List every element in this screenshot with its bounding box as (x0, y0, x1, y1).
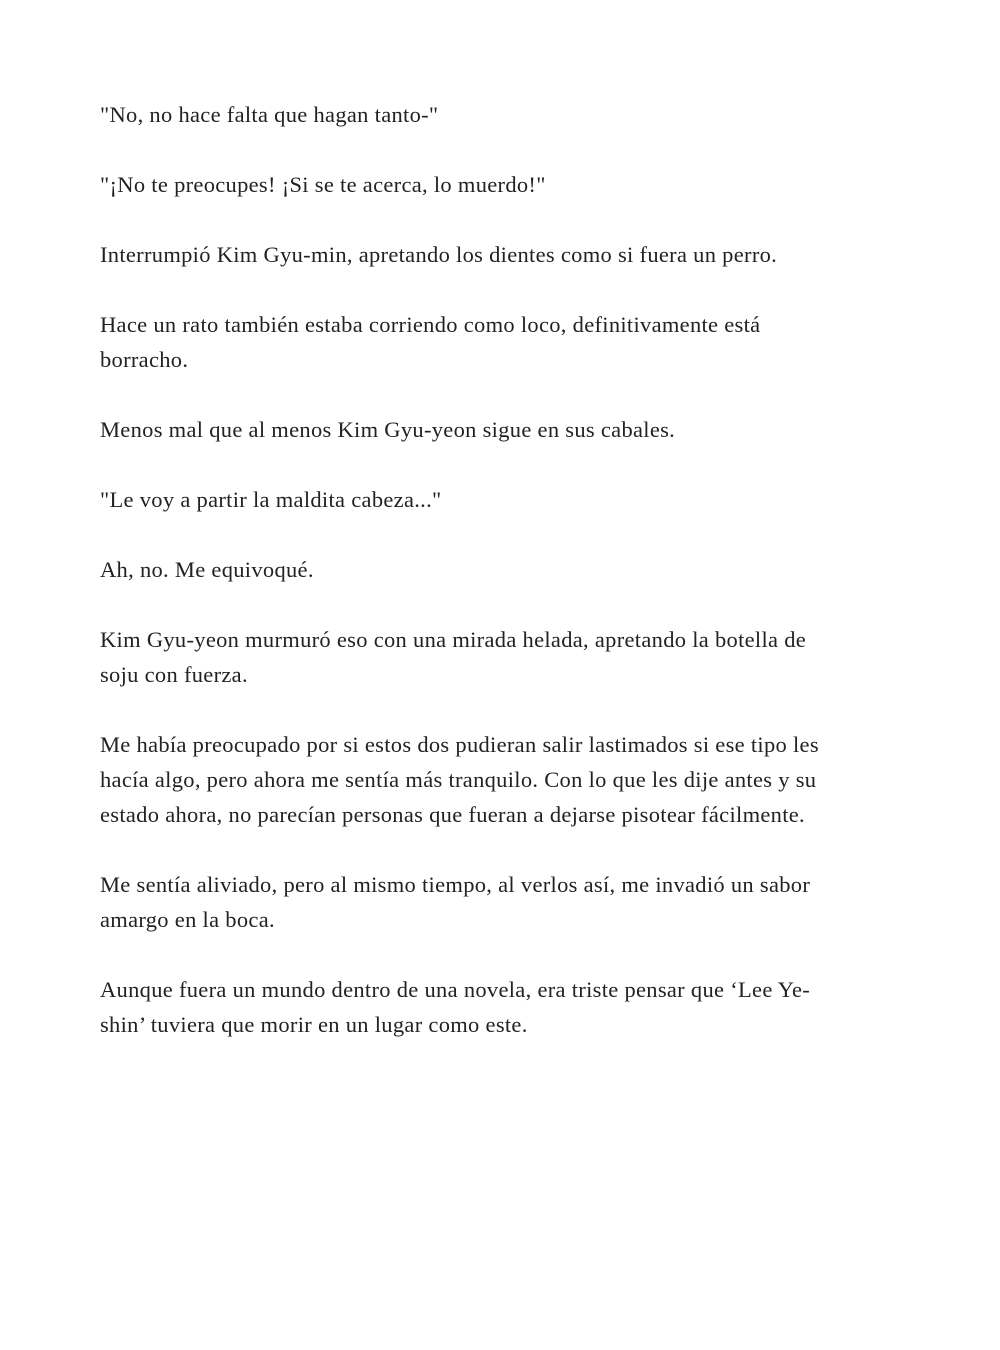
paragraph-line: soju con fuerza. (100, 662, 248, 687)
paragraph-line: estado ahora, no parecían personas que fueran a dejarse pisotear fácilmente. (100, 802, 805, 827)
paragraph-line: amargo en la boca. (100, 907, 275, 932)
paragraph-line: Interrumpió Kim Gyu-min, apretando los dientes como si fuera un perro. (100, 242, 778, 267)
paragraph-line: Aunque fuera un mundo dentro de una novela, era triste pensar que ‘Lee Ye- (100, 977, 811, 1002)
paragraph (100, 482, 1000, 517)
paragraph (100, 867, 1000, 937)
paragraph-line: "Le voy a partir la maldita cabeza..." (100, 487, 442, 512)
paragraph-line: borracho. (100, 347, 189, 372)
paragraph (100, 622, 1000, 692)
paragraph (100, 412, 1000, 447)
paragraph-line: Me había preocupado por si estos dos pudieran salir lastimados si ese tipo les (100, 732, 819, 757)
paragraph (100, 167, 1000, 202)
paragraph-line: Me sentía aliviado, pero al mismo tiempo, al verlos así, me invadió un sabor (100, 872, 811, 897)
paragraph-line: shin’ tuviera que morir en un lugar como este. (100, 1012, 528, 1037)
paragraph (100, 307, 1000, 377)
paragraph (100, 727, 1000, 832)
paragraph (100, 552, 1000, 587)
paragraph-line: Hace un rato también estaba corriendo como loco, definitivamente está (100, 312, 761, 337)
paragraph (100, 237, 1000, 272)
paragraph-line: Menos mal que al menos Kim Gyu-yeon sigue en sus cabales. (100, 417, 676, 442)
paragraph-line: "No, no hace falta que hagan tanto-" (100, 102, 439, 127)
paragraph-line: hacía algo, pero ahora me sentía más tranquilo. Con lo que les dije antes y su (100, 767, 817, 792)
paragraph-line: "¡No te preocupes! ¡Si se te acerca, lo muerdo!" (100, 172, 546, 197)
paragraph (100, 972, 1000, 1042)
paragraph (100, 97, 1000, 132)
paragraph-line: Ah, no. Me equivoqué. (100, 557, 314, 582)
paragraph-line: Kim Gyu-yeon murmuró eso con una mirada helada, apretando la botella de (100, 627, 807, 652)
